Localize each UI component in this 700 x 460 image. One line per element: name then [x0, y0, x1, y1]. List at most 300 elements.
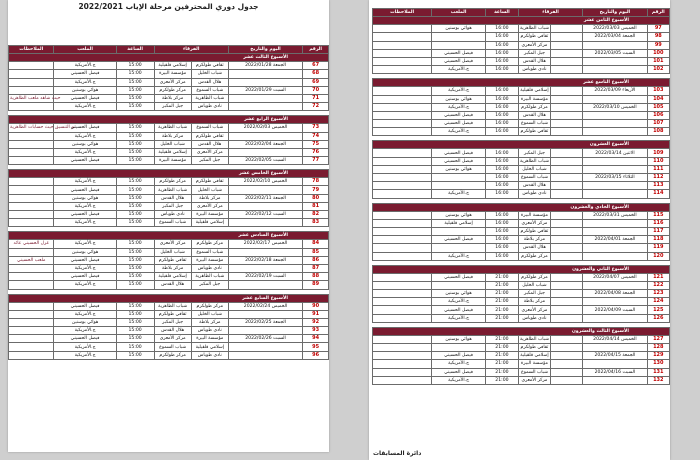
match-away-team — [551, 165, 583, 173]
match-time: 15:00 — [116, 264, 154, 272]
match-date — [228, 132, 302, 140]
match-stadium: هوائي بوسنين — [54, 140, 116, 148]
match-number: 122 — [647, 281, 669, 289]
match-row — [9, 124, 329, 132]
match-notes — [9, 219, 54, 227]
match-number: 131 — [647, 368, 669, 376]
match-stadium: فيصل الحسيني — [432, 49, 486, 57]
match-row — [373, 165, 670, 173]
match-away-team: نادي طوباس — [191, 103, 228, 111]
match-notes — [373, 376, 432, 384]
match-time: 21:00 — [486, 290, 519, 298]
match-time: 16:00 — [486, 41, 519, 49]
match-time: 15:00 — [116, 273, 154, 281]
match-row — [9, 140, 329, 148]
match-home-team: جبل المكبر — [154, 202, 191, 210]
match-row — [9, 256, 329, 264]
match-date: السبت 2022/02/19 — [228, 273, 302, 281]
match-home-team: إسلامي قلقيلية — [154, 148, 191, 156]
match-away-team — [551, 290, 583, 298]
match-notes — [373, 174, 432, 182]
match-stadium: ج.الأمريكية — [432, 128, 486, 136]
match-number: 91 — [303, 310, 329, 318]
match-date: الجمعة 2022/02/18 — [228, 256, 302, 264]
match-notes — [373, 128, 432, 136]
match-date — [228, 343, 302, 351]
match-away-team: هلال القدس — [191, 78, 228, 86]
match-home-team: مركز طولكرم — [154, 86, 191, 94]
match-away-team — [551, 25, 583, 33]
match-row — [373, 211, 670, 219]
match-row — [373, 190, 670, 198]
match-stadium: هوائي بوسنين — [432, 95, 486, 103]
match-time: 16:00 — [486, 128, 519, 136]
match-date — [583, 344, 647, 352]
header-notes: الملاحظات — [9, 46, 54, 54]
match-notes — [373, 290, 432, 298]
match-number: 101 — [647, 57, 669, 65]
match-row — [373, 298, 670, 306]
round-header — [373, 327, 670, 335]
match-number: 127 — [647, 335, 669, 343]
match-home-team: مركز الأمعري — [518, 306, 550, 314]
match-notes — [373, 219, 432, 227]
match-number: 121 — [647, 273, 669, 281]
match-date — [583, 314, 647, 322]
match-notes — [373, 57, 432, 65]
match-notes — [373, 66, 432, 74]
match-date — [583, 128, 647, 136]
column-header-row — [373, 9, 670, 17]
match-row — [9, 157, 329, 165]
match-notes — [9, 132, 54, 140]
match-row — [9, 94, 329, 102]
match-time: 16:00 — [486, 111, 519, 119]
match-time: 15:00 — [116, 194, 154, 202]
match-time: 15:00 — [116, 132, 154, 140]
match-date — [583, 244, 647, 252]
column-header-row — [9, 46, 329, 54]
match-notes — [373, 244, 432, 252]
match-away-team — [551, 57, 583, 65]
match-away-team: جبل المكبر — [191, 281, 228, 289]
match-time: 15:00 — [116, 103, 154, 111]
match-row — [9, 62, 329, 70]
schedule-page-right — [369, 0, 670, 460]
match-away-team — [551, 306, 583, 314]
match-row — [9, 202, 329, 210]
match-date — [583, 66, 647, 74]
match-row — [373, 103, 670, 111]
match-date: السبت 2022/01/29 — [228, 86, 302, 94]
match-away-team: نادي طوباس — [191, 351, 228, 359]
match-number: 79 — [303, 186, 329, 194]
match-stadium: هوائي بوسنين — [54, 194, 116, 202]
header-number: الرقم — [303, 46, 329, 54]
match-date: الخميس 2022/02/17 — [228, 240, 302, 248]
match-notes — [9, 318, 54, 326]
match-time: 16:00 — [486, 66, 519, 74]
match-stadium — [432, 281, 486, 289]
match-away-team: مركز بلاطة — [191, 318, 228, 326]
match-row — [373, 157, 670, 165]
match-date — [583, 252, 647, 260]
match-date — [583, 57, 647, 65]
round-title: الأسبوع السادس عشر — [9, 232, 329, 240]
match-number: 76 — [303, 148, 329, 156]
match-away-team: ثقافي طولكرم — [191, 132, 228, 140]
match-number: 114 — [647, 190, 669, 198]
match-stadium: ج.الأمريكية — [54, 327, 116, 335]
match-stadium: فيصل الحسيني — [432, 57, 486, 65]
match-notes — [373, 252, 432, 260]
match-away-team: شباب الظاهرية — [191, 94, 228, 102]
match-stadium: هوائي بوسنين — [54, 318, 116, 326]
match-notes — [373, 306, 432, 314]
match-date — [228, 103, 302, 111]
match-notes — [373, 273, 432, 281]
match-home-team: مركز الأمعري — [154, 78, 191, 86]
match-time: 16:00 — [486, 252, 519, 260]
match-time: 16:00 — [486, 190, 519, 198]
match-away-team: إسلامي قلقيلية — [191, 219, 228, 227]
match-away-team: شباب الظاهرية — [191, 273, 228, 281]
match-stadium: فيصل الحسيني — [54, 273, 116, 281]
match-away-team: هلال القدس — [191, 140, 228, 148]
match-date — [583, 157, 647, 165]
match-date: الخميس 2022/03/31 — [583, 211, 647, 219]
match-home-team: هلال القدس — [154, 281, 191, 289]
round-title: الأسبوع التاسع عشر — [373, 79, 670, 87]
match-date — [583, 376, 647, 384]
match-home-team: نادي طوباس — [518, 190, 550, 198]
round-title: الأسبوع الخامس عشر — [9, 170, 329, 178]
match-away-team: مركز طولكرم — [191, 302, 228, 310]
match-time: 16:00 — [486, 33, 519, 41]
match-notes — [373, 344, 432, 352]
match-number: 130 — [647, 360, 669, 368]
match-away-team — [551, 95, 583, 103]
match-number: 129 — [647, 352, 669, 360]
match-date — [583, 360, 647, 368]
match-away-team — [551, 368, 583, 376]
match-time: 21:00 — [486, 352, 519, 360]
match-date: الخميس 2022/03/03 — [583, 25, 647, 33]
match-stadium: ج.الأمريكية — [54, 202, 116, 210]
round-header — [9, 232, 329, 240]
match-time: 16:00 — [486, 149, 519, 157]
match-stadium: فيصل الحسيني — [432, 306, 486, 314]
match-notes — [9, 148, 54, 156]
round-title: الأسبوع الثامن عشر — [373, 17, 670, 25]
match-home-team: هلال القدس — [154, 194, 191, 202]
match-date — [583, 190, 647, 198]
match-stadium: ج.الأمريكية — [54, 148, 116, 156]
match-time: 16:00 — [486, 157, 519, 165]
match-date — [228, 327, 302, 335]
match-time: 15:00 — [116, 318, 154, 326]
match-row — [373, 252, 670, 260]
match-time: 21:00 — [486, 298, 519, 306]
match-time: 15:00 — [116, 178, 154, 186]
schedule-table-left — [8, 45, 329, 360]
match-row — [373, 182, 670, 190]
match-number: 75 — [303, 140, 329, 148]
match-home-team: إسلامي قلقيلية — [520, 88, 549, 94]
match-away-team: مركز طولكرم — [191, 240, 228, 248]
match-time: 16:00 — [486, 211, 519, 219]
match-time: 21:00 — [486, 273, 519, 281]
match-home-team: مؤسسة البيرة — [518, 95, 550, 103]
match-time: 15:00 — [116, 140, 154, 148]
match-time: 15:00 — [116, 86, 154, 94]
match-time: 21:00 — [486, 344, 519, 352]
match-number: 80 — [303, 194, 329, 202]
match-home-team: شباب الخليل — [154, 248, 191, 256]
match-away-team: شباب الخليل — [191, 310, 228, 318]
match-number: 85 — [303, 248, 329, 256]
match-row — [9, 78, 329, 86]
match-home-team: إسلامي قلقيلية — [520, 353, 549, 359]
match-number: 106 — [647, 111, 669, 119]
match-time: 16:00 — [486, 244, 519, 252]
match-notes — [373, 120, 432, 128]
match-number: 103 — [647, 87, 669, 95]
match-notes — [373, 165, 432, 173]
match-stadium — [432, 244, 486, 252]
match-date: الخميس 2022/02/10 — [228, 178, 302, 186]
match-home-team: شباب الخليل — [518, 165, 550, 173]
match-number: 124 — [647, 298, 669, 306]
match-home-team: جبل المكبر — [518, 149, 550, 157]
match-away-team — [551, 49, 583, 57]
match-away-team — [551, 244, 583, 252]
match-row — [373, 290, 670, 298]
match-row — [9, 343, 329, 351]
match-row — [373, 273, 670, 281]
match-home-team: جبل المكبر — [518, 290, 550, 298]
match-date — [583, 219, 647, 227]
match-away-team: جبل المكبر — [191, 157, 228, 165]
match-home-team: هلال القدس — [518, 57, 550, 65]
match-date — [228, 351, 302, 359]
match-number: 73 — [303, 124, 329, 132]
match-number: 125 — [647, 306, 669, 314]
round-header — [373, 141, 670, 149]
match-row — [9, 302, 329, 310]
match-row — [373, 368, 670, 376]
match-notes — [9, 178, 54, 186]
match-date — [228, 186, 302, 194]
match-home-team: مركز الأمعري — [154, 240, 191, 248]
match-stadium: ج.الأمريكية — [432, 190, 486, 198]
match-stadium — [432, 227, 486, 235]
round-title: الأسبوع الرابع عشر — [9, 116, 329, 124]
header-date: اليوم والتاريخ — [583, 9, 647, 17]
match-row — [9, 327, 329, 335]
match-away-team: شباب السموع — [191, 86, 228, 94]
header-teams: الفرقاء — [518, 9, 582, 17]
match-away-team — [551, 103, 583, 111]
round-header — [373, 265, 670, 273]
match-time: 15:00 — [116, 256, 154, 264]
match-home-team: نادي طوباس — [518, 66, 550, 74]
match-away-team — [551, 314, 583, 322]
match-number: 105 — [647, 103, 669, 111]
match-number: 102 — [647, 66, 669, 74]
match-away-team — [551, 128, 583, 136]
match-number: 84 — [303, 240, 329, 248]
match-notes — [373, 87, 432, 95]
match-row — [373, 111, 670, 119]
match-stadium: ج.الأمريكية — [54, 78, 116, 86]
match-row — [373, 314, 670, 322]
match-away-team — [551, 298, 583, 306]
match-number: 82 — [303, 211, 329, 219]
match-date — [228, 148, 302, 156]
match-date — [583, 182, 647, 190]
match-time: 16:00 — [486, 182, 519, 190]
match-home-team: جبل المكبر — [154, 103, 191, 111]
match-home-team: ثقافي طولكرم — [154, 256, 191, 264]
round-title: الأسبوع الثاني والعشرون — [373, 265, 670, 273]
match-notes — [9, 281, 54, 289]
match-home-team: نادي طوباس — [518, 314, 550, 322]
match-stadium: فيصل الحسيني — [54, 335, 116, 343]
match-date — [228, 78, 302, 86]
match-time: 15:00 — [116, 62, 154, 70]
match-away-team — [551, 211, 583, 219]
match-home-team: مركز بلاطة — [154, 94, 191, 102]
match-notes — [9, 202, 54, 210]
match-stadium: ج.الأمريكية — [54, 219, 116, 227]
match-time: 16:00 — [486, 95, 519, 103]
match-home-team: مؤسسة البيرة — [154, 70, 191, 78]
match-notes — [373, 298, 432, 306]
match-row — [373, 281, 670, 289]
match-away-team: مؤسسة البيرة — [191, 256, 228, 264]
header-date: اليوم والتاريخ — [228, 46, 302, 54]
match-notes — [373, 182, 432, 190]
match-stadium: ج.الأمريكية — [432, 298, 486, 306]
match-home-team: شباب الظاهرية — [519, 158, 549, 164]
match-number: 78 — [303, 178, 329, 186]
match-number: 123 — [647, 290, 669, 298]
match-number: 74 — [303, 132, 329, 140]
match-stadium: فيصل الحسيني — [432, 120, 486, 128]
match-number: 99 — [647, 41, 669, 49]
match-number: 89 — [303, 281, 329, 289]
match-time: 16:00 — [486, 174, 519, 182]
schedule-table-right — [372, 8, 670, 385]
match-row — [373, 57, 670, 65]
match-stadium — [432, 41, 486, 49]
match-home-team: جبل المكبر — [518, 49, 550, 57]
match-away-team — [551, 157, 583, 165]
match-home-team: مركز بلاطة — [154, 264, 191, 272]
match-row — [373, 66, 670, 74]
match-date — [583, 298, 647, 306]
match-row — [9, 148, 329, 156]
match-row — [9, 194, 329, 202]
footer-label: دائرة المسابقات — [373, 450, 422, 457]
match-number: 71 — [303, 94, 329, 102]
match-home-team: نادي طوباس — [154, 211, 191, 219]
match-notes — [9, 70, 54, 78]
match-away-team — [551, 120, 583, 128]
match-notes — [9, 194, 54, 202]
document-title: جدول دوري المحترفين مرحلة الإياب 2022/2021 — [78, 2, 259, 11]
match-number: 98 — [647, 33, 669, 41]
match-date — [228, 94, 302, 102]
match-away-team — [551, 219, 583, 227]
match-stadium: ج.الأمريكية — [432, 376, 486, 384]
match-stadium: ج.الأمريكية — [432, 103, 486, 111]
match-notes — [9, 211, 54, 219]
match-notes — [373, 211, 432, 219]
match-home-team: هلال القدس — [154, 327, 191, 335]
match-notes: غزل الحسيني عائد — [9, 240, 54, 248]
match-date — [228, 219, 302, 227]
match-time: 15:00 — [116, 157, 154, 165]
match-notes — [9, 351, 54, 359]
match-number: 77 — [303, 157, 329, 165]
match-notes — [373, 227, 432, 235]
match-stadium: فيصل الحسيني — [54, 256, 116, 264]
match-date: الخميس 2022/02/03 — [228, 124, 302, 132]
round-header — [9, 170, 329, 178]
match-row — [373, 25, 670, 33]
match-number: 115 — [647, 211, 669, 219]
match-number: 90 — [303, 302, 329, 310]
match-date: الخميس 2022/02/24 — [228, 302, 302, 310]
match-date: الجمعة 2022/02/11 — [228, 194, 302, 202]
match-home-team: شباب الخليل — [154, 140, 191, 148]
match-time: 15:00 — [116, 94, 154, 102]
match-away-team: شباب السموع — [191, 248, 228, 256]
match-number: 92 — [303, 318, 329, 326]
match-time: 16:00 — [486, 57, 519, 65]
match-notes — [9, 327, 54, 335]
match-away-team: شباب الخليل — [191, 186, 228, 194]
match-date: الثلاثاء 2022/03/15 — [583, 174, 647, 182]
match-home-team: شباب الظاهرية — [154, 186, 191, 194]
match-date: السبت 2022/02/12 — [228, 211, 302, 219]
match-number: 86 — [303, 256, 329, 264]
match-number: 93 — [303, 327, 329, 335]
match-notes — [373, 360, 432, 368]
match-row — [9, 86, 329, 94]
match-time: 15:00 — [116, 327, 154, 335]
round-header — [373, 203, 670, 211]
match-stadium: هوائي بوسنين — [54, 248, 116, 256]
match-home-team: شباب السموع — [154, 343, 191, 351]
match-date: الجمعة 2022/01/28 — [228, 62, 302, 70]
match-home-team: مركز الأمعري — [518, 376, 550, 384]
match-home-team: شباب السموع — [518, 174, 550, 182]
match-away-team — [551, 149, 583, 157]
match-home-team: مؤسسة البيرة — [154, 157, 191, 165]
match-home-team: شباب الظاهرية — [519, 26, 549, 32]
match-row — [373, 352, 670, 360]
match-away-team: مركز بلاطة — [191, 194, 228, 202]
match-stadium: هوائي بوسنين — [432, 335, 486, 343]
match-time: 15:00 — [116, 335, 154, 343]
match-notes — [9, 86, 54, 94]
match-date: الجمعة 2022/04/15 — [583, 352, 647, 360]
match-number: 95 — [303, 343, 329, 351]
match-date — [583, 111, 647, 119]
